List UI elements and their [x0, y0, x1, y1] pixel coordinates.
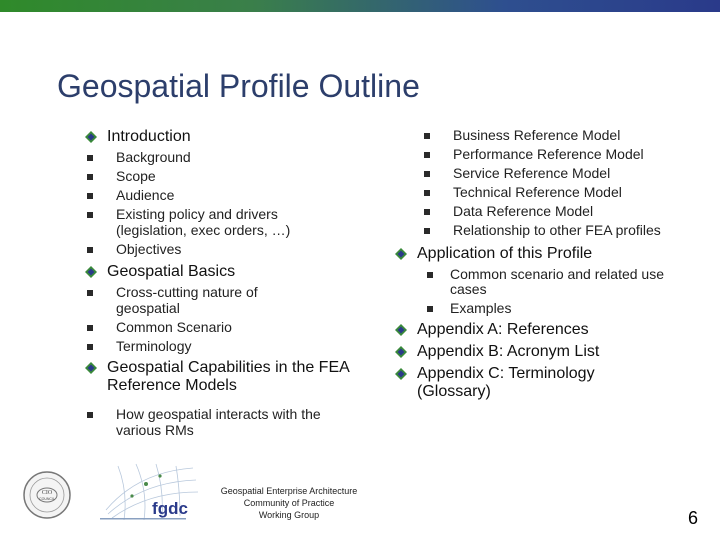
diamond-bullet-icon [85, 266, 97, 278]
sub-item-label: Common scenario and related use cases [450, 265, 665, 297]
square-bullet-icon [424, 133, 430, 139]
fgdc-logo [98, 462, 208, 524]
sub-item [85, 339, 375, 355]
right-column [395, 128, 695, 401]
sub-item-label: Background [116, 149, 191, 165]
sub-item [422, 223, 673, 239]
sub-item [395, 301, 695, 317]
sub-item-label: How geospatial interacts with the various RMs [116, 406, 321, 438]
sub-item [85, 150, 375, 166]
square-bullet-icon [87, 412, 93, 418]
top-accent-bar [0, 0, 720, 12]
sub-item-label: Performance Reference Model [453, 146, 644, 162]
square-bullet-icon [424, 209, 430, 215]
svg-text:COUNCIL: COUNCIL [39, 497, 55, 501]
outline-item-label: Appendix C: Terminology (Glossary) [417, 364, 595, 400]
sub-item [422, 204, 695, 220]
slide-title: Geospatial Profile Outline [57, 68, 420, 104]
sub-item [85, 285, 316, 316]
outline-item-label: Geospatial Capabilities in the FEA Reference Models [107, 359, 349, 394]
diamond-bullet-icon [85, 362, 97, 374]
sub-item [85, 207, 326, 238]
sub-item [85, 242, 375, 258]
sub-item [395, 267, 670, 298]
footer-line: Geospatial Enterprise Architecture [220, 486, 358, 496]
sub-item-label: Scope [116, 168, 156, 184]
sub-item-label: Technical Reference Model [453, 184, 622, 200]
sub-item-label: Cross-cutting nature of geospatial [116, 284, 258, 316]
square-bullet-icon [427, 272, 433, 278]
sub-item [85, 320, 375, 336]
outline-item-appendix-b [395, 343, 695, 361]
sub-item-label: Service Reference Model [453, 165, 611, 181]
sub-item-label: Business Reference Model [453, 127, 621, 143]
sub-item-label: Common Scenario [116, 318, 232, 335]
footer-org-text [214, 485, 364, 521]
sub-item [85, 407, 356, 438]
sub-item-label: Audience [116, 187, 175, 203]
outline-item-geospatial-basics [85, 263, 375, 281]
square-bullet-icon [87, 155, 93, 161]
sub-item-label: Terminology [116, 337, 192, 354]
outline-item-appendix-c [395, 365, 647, 401]
square-bullet-icon [87, 174, 93, 180]
svg-text:fgdc: fgdc [152, 499, 188, 518]
square-bullet-icon [424, 190, 430, 196]
square-bullet-icon [427, 306, 433, 312]
diamond-bullet-icon [85, 131, 97, 143]
outline-item-label: Appendix A: References [417, 320, 589, 338]
footer-line: Community of Practice [243, 498, 335, 508]
sub-item-label: Existing policy and drivers (legislation, exec orders, …) [116, 206, 291, 238]
diamond-bullet-icon [395, 324, 407, 336]
outline-item-application [395, 245, 695, 263]
square-bullet-icon [87, 290, 93, 296]
sub-item [422, 128, 695, 144]
sub-item-label: Examples [450, 300, 512, 316]
sub-item-label: Objectives [116, 240, 182, 257]
sub-item-label: Data Reference Model [453, 203, 594, 219]
square-bullet-icon [87, 247, 93, 253]
outline-item-label: Application of this Profile [417, 244, 593, 262]
outline-item-appendix-a [395, 321, 695, 339]
reference-model-list [395, 128, 695, 239]
square-bullet-icon [87, 344, 93, 350]
footer-line: Working Group [258, 510, 320, 520]
svg-text:CIO: CIO [41, 490, 53, 496]
diamond-bullet-icon [395, 368, 407, 380]
sub-item [422, 166, 695, 182]
square-bullet-icon [87, 325, 93, 331]
outline-item-introduction [85, 128, 375, 146]
diamond-bullet-icon [395, 248, 407, 260]
cio-council-seal-logo [22, 470, 72, 520]
square-bullet-icon [87, 193, 93, 199]
outline-item-label: Introduction [107, 128, 191, 145]
sub-item [422, 185, 695, 201]
application-list [395, 267, 695, 317]
page-number: 6 [688, 508, 699, 528]
sub-item [85, 169, 375, 185]
square-bullet-icon [424, 152, 430, 158]
sub-item-label: Relationship to other FEA profiles [453, 222, 661, 238]
outline-item-label: Geospatial Basics [107, 263, 236, 280]
left-column [85, 128, 375, 438]
diamond-bullet-icon [395, 346, 407, 358]
square-bullet-icon [424, 171, 430, 177]
sub-item [85, 188, 375, 204]
square-bullet-icon [87, 212, 93, 218]
outline-item-geospatial-capabilities [85, 359, 357, 395]
sub-item [422, 147, 695, 163]
square-bullet-icon [424, 228, 430, 234]
outline-item-label: Appendix B: Acronym List [417, 342, 600, 360]
